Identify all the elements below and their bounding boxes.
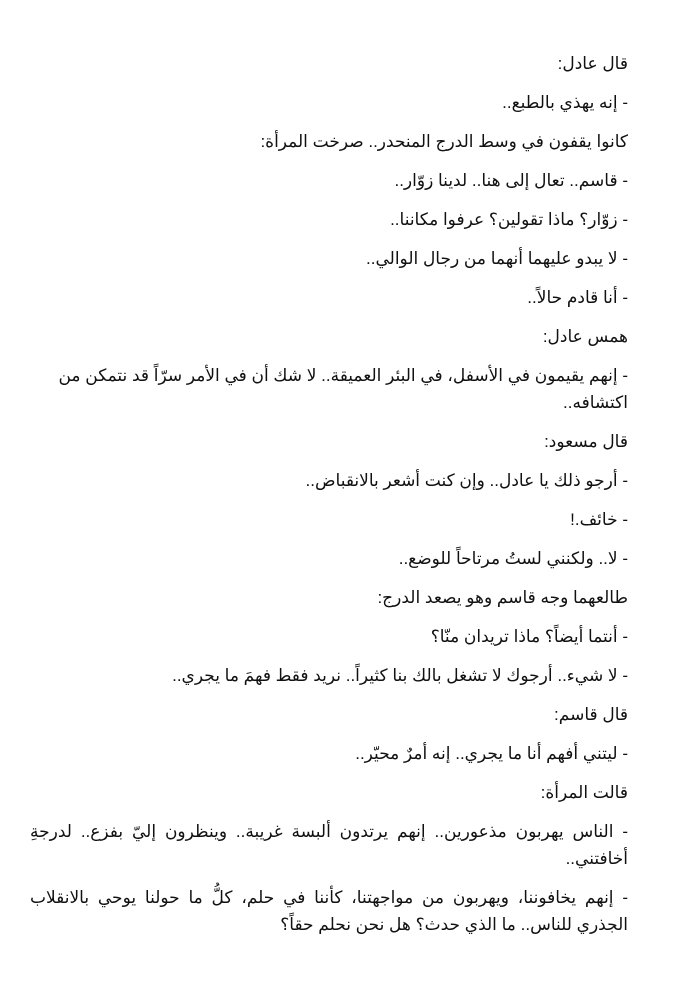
narration-line: طالعهما وجه قاسم وهو يصعد الدرج:	[377, 588, 628, 607]
dialogue-line: - أرجو ذلك يا عادل.. وإن كنت أشعر بالانقباض..	[305, 471, 628, 490]
dialogue-line: - ليتني أفهم أنا ما يجري.. إنه أمرٌ محيّر..	[355, 744, 628, 763]
dialogue-line: - أنا قادم حالاً..	[527, 288, 628, 307]
narration-line: قال مسعود:	[544, 432, 628, 451]
narration-line: قال عادل:	[557, 54, 628, 73]
narration-line: همس عادل:	[542, 327, 628, 346]
dialogue-line: - الناس يهربون مذعورين.. إنهم يرتدون ألبسة غريبة.. وينظرون إليّ بفزع.. لدرجةِ أخافتني..	[30, 822, 628, 868]
dialogue-line: - لا.. ولكنني لستُ مرتاحاً للوضع..	[398, 549, 628, 568]
dialogue-line: - إنهم يخافوننا، ويهربون من مواجهتنا، كأننا في حلم، كلُّ ما حولنا يوحي بالانقلاب الجذري للناس.. ما الذي حدث؟ هل نحن نحلم حقاً؟	[30, 888, 628, 934]
narration-line: قالت المرأة:	[540, 783, 628, 802]
dialogue-line: - إنه يهذي بالطبع..	[502, 93, 628, 112]
dialogue-line: - لا شيء.. أرجوك لا تشغل بالك بنا كثيراً.. نريد فقط فهمَ ما يجري..	[172, 666, 628, 685]
dialogue-line: - قاسم.. تعال إلى هنا.. لدينا زوّار..	[394, 171, 628, 190]
dialogue-line: - زوّار؟ ماذا تقولين؟ عرفوا مكاننا..	[390, 210, 628, 229]
dialogue-line: - لا يبدو عليهما أنهما من رجال الوالي..	[366, 249, 628, 268]
narration-line: قال قاسم:	[554, 705, 628, 724]
dialogue-line: - أنتما أيضاً؟ ماذا تريدان منّا؟	[430, 627, 628, 646]
dialogue-line: - خائف.!	[570, 510, 628, 529]
narration-line: كانوا يقفون في وسط الدرج المنحدر.. صرخت المرأة:	[260, 132, 628, 151]
dialogue-line: - إنهم يقيمون في الأسفل، في البئر العميقة.. لا شك أن في الأمر سرّاً قد نتمكن من اكتشافه..	[58, 366, 628, 412]
